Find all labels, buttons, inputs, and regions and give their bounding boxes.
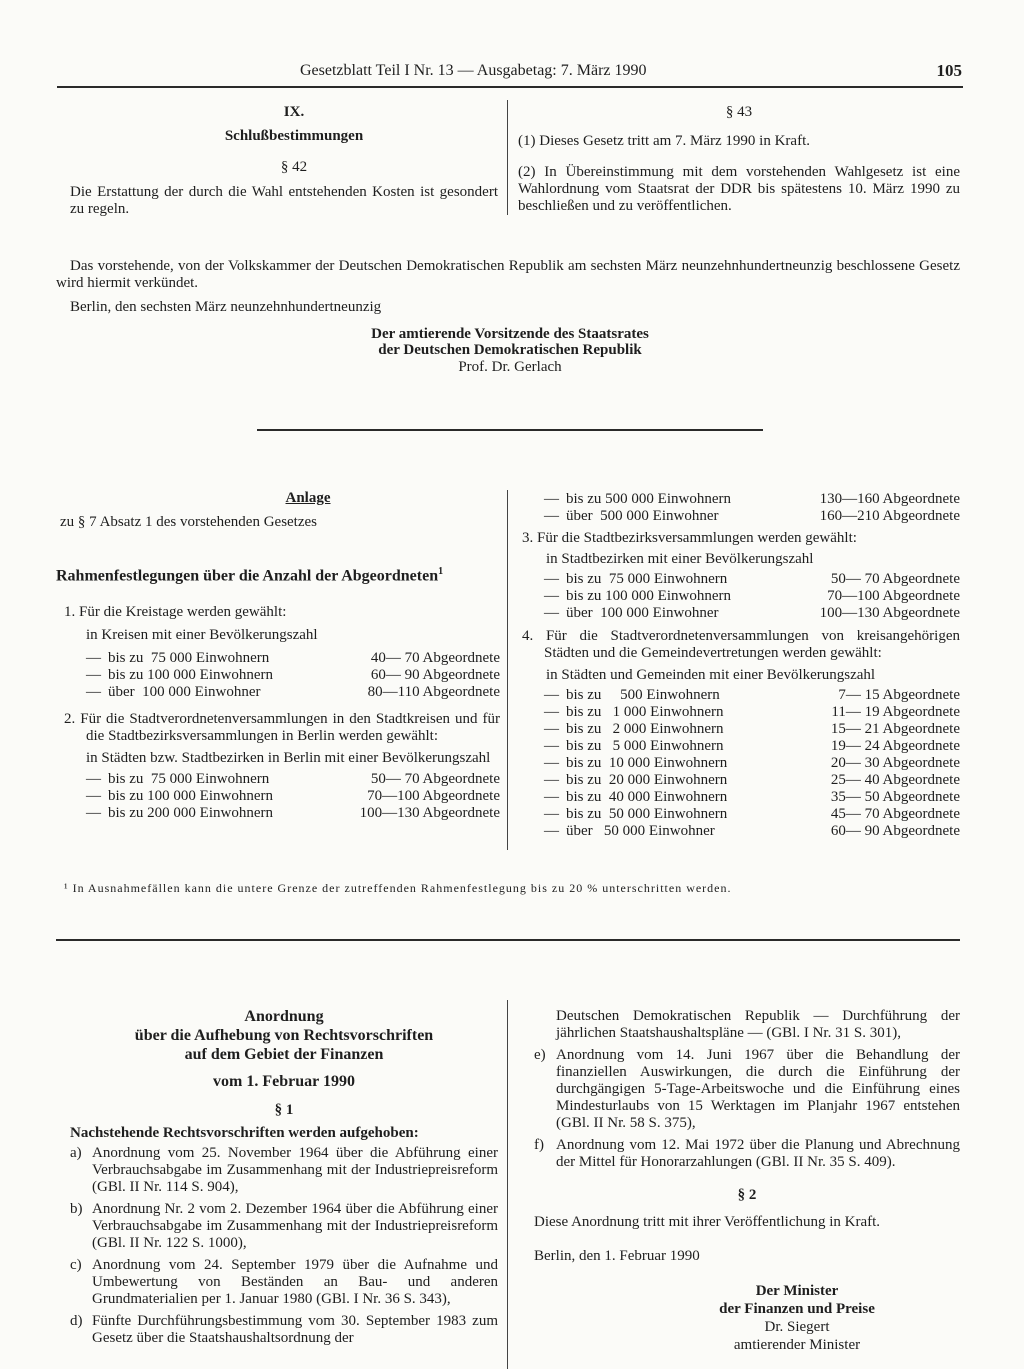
row-dash: — [544, 772, 559, 788]
row-dash: — [544, 687, 559, 703]
anordnung-paragraph-2: § 2 [737, 1187, 757, 1203]
row-deputies: 60— 90 Abgeordnete [830, 823, 960, 839]
item-b-label: b) [70, 1201, 83, 1217]
paragraph-42-text: Die Erstattung der durch die Wahl entstehenden Kosten ist gesondert zu regeln. [70, 184, 498, 217]
row-population: bis zu 20 000 Einwohnern [566, 772, 728, 788]
anordnung-item-a [70, 1145, 498, 1196]
promulgation-place-date: Berlin, den sechsten März neunzehnhundertneunzig [70, 299, 382, 315]
anordnung-left-column [70, 1008, 498, 1347]
footnote: ¹ In Ausnahmefällen kann die untere Grenze der zutreffenden Rahmenfestlegung bis zu 20 % unterschritten werden. [64, 881, 732, 895]
paragraph-42-number: § 42 [280, 159, 308, 175]
row-dash: — [544, 571, 559, 587]
row-dash: — [544, 605, 559, 621]
table-row [86, 771, 500, 788]
anordnung-item-c [70, 1257, 498, 1308]
item-3-table [544, 571, 960, 622]
row-dash: — [544, 823, 559, 839]
table-row [544, 721, 960, 738]
item-a-text: Anordnung vom 25. November 1964 über die Abführung einer Verbrauchsabgabe im Zusammenhang mit der Industriepreisreform (GBl. II Nr. 114 S. 904), [92, 1145, 498, 1195]
row-deputies: 40— 70 Abgeordnete [370, 650, 500, 667]
row-deputies: 80—110 Abgeordnete [367, 684, 500, 701]
anlage-column-divider [507, 490, 508, 850]
row-deputies: 35— 50 Abgeordnete [830, 789, 960, 805]
table-row [86, 805, 500, 822]
row-deputies: 7— 15 Abgeordnete [838, 687, 960, 703]
signatory-line-2: der Deutschen Demokratischen Republik [378, 342, 642, 358]
item-2-table [86, 771, 500, 822]
anlage-title: Anlage [285, 490, 331, 506]
law-right-column [518, 104, 960, 215]
row-deputies: 20— 30 Abgeordnete [830, 755, 960, 771]
anordnung-place-date: Berlin, den 1. Februar 1990 [534, 1248, 700, 1264]
footnote-marker: 1 [438, 566, 444, 577]
anordnung-date: vom 1. Februar 1990 [213, 1073, 355, 1090]
row-population: bis zu 5 000 Einwohnern [566, 738, 724, 754]
anordnung-title-3: auf dem Gebiet der Finanzen [184, 1046, 384, 1063]
item-a-label: a) [70, 1145, 82, 1161]
row-population: bis zu 75 000 Einwohnern [566, 571, 728, 587]
row-population: über 100 000 Einwohner [566, 605, 719, 621]
separator-rule [257, 429, 763, 431]
paragraph-43-2: (2) In Übereinstimmung mit dem vorstehenden Wahlgesetz ist eine Wahlordnung vom Staatsrat der DDR bis spätestens 10. März 1990 zu beschließen und zu veröffentlichen. [518, 164, 960, 214]
table-row [544, 508, 960, 525]
row-deputies: 25— 40 Abgeordnete [830, 772, 960, 788]
row-deputies: 11— 19 Abgeordnete [831, 704, 960, 720]
page-number: 105 [936, 61, 962, 80]
item-d-text: Fünfte Durchführungsbestimmung vom 30. September 1983 zum Gesetz über die Staatshaushaltsordnung der [92, 1313, 498, 1346]
row-population: bis zu 50 000 Einwohnern [566, 806, 728, 822]
section-title: Schlußbestimmungen [224, 128, 364, 144]
column-divider [507, 100, 508, 215]
row-deputies: 50— 70 Abgeordnete [830, 571, 960, 587]
row-population: bis zu 40 000 Einwohnern [566, 789, 728, 805]
row-population: bis zu 75 000 Einwohnern [108, 650, 270, 667]
row-dash: — [544, 789, 559, 805]
row-dash: — [86, 667, 101, 684]
row-dash: — [544, 721, 559, 737]
anordnung-right-column [534, 1008, 960, 1354]
item-2: 2. Für die Stadtverordnetenversammlungen in den Stadtkreisen und für die Stadtbezirksversammlungen in Berlin werden gewählt: [64, 711, 500, 745]
anordnung-paragraph-2-text: Diese Anordnung tritt mit ihrer Veröffentlichung in Kraft. [534, 1214, 881, 1230]
row-population: bis zu 100 000 Einwohnern [108, 788, 273, 805]
row-dash: — [86, 771, 101, 788]
item-1: 1. Für die Kreistage werden gewählt: [64, 604, 287, 621]
item-1-table [86, 650, 500, 701]
item-1-sub: in Kreisen mit einer Bevölkerungszahl [86, 627, 318, 644]
row-deputies: 100—130 Abgeordnete [819, 605, 960, 621]
promulgation-text: Das vorstehende, von der Volkskammer der Deutschen Demokratischen Republik am sechsten März neunzehnhundertneunzig beschlossene Gesetz wird hiermit verkündet. [56, 258, 960, 291]
row-population: bis zu 500 Einwohnern [566, 687, 720, 703]
anordnung-paragraph-1: § 1 [274, 1102, 294, 1118]
item-4-sub: in Städten und Gemeinden mit einer Bevölkerungszahl [546, 667, 876, 683]
row-population: über 50 000 Einwohner [566, 823, 715, 839]
anordnung-item-e [534, 1047, 960, 1132]
row-population: bis zu 100 000 Einwohnern [566, 588, 731, 604]
anlage-left-column [56, 490, 500, 822]
anordnung-item-d [70, 1313, 498, 1347]
anordnung-item-b [70, 1201, 498, 1252]
table-row [544, 704, 960, 721]
anlage-reference: zu § 7 Absatz 1 des vorstehenden Gesetzes [60, 514, 318, 530]
table-row [544, 491, 960, 508]
table-row [544, 738, 960, 755]
table-row [86, 788, 500, 805]
table-row [544, 605, 960, 622]
row-population: bis zu 1 000 Einwohnern [566, 704, 724, 720]
anordnung-item-f [534, 1137, 960, 1171]
row-population: über 500 000 Einwohner [566, 508, 719, 524]
row-dash: — [86, 788, 101, 805]
table-row [544, 789, 960, 806]
section-roman: IX. [283, 104, 305, 120]
anordnung-signatory-2: der Finanzen und Preise [719, 1301, 875, 1317]
item-3-sub: in Stadtbezirken mit einer Bevölkerungszahl [546, 551, 814, 567]
item-c-text: Anordnung vom 24. September 1979 über die Aufnahme und Umbewertung von Beständen an Bau- und anderen Grundmaterialien per 1. Januar 1980 (GBl. I Nr. 36 S. 343), [92, 1257, 498, 1307]
row-deputies: 100—130 Abgeordnete [359, 805, 500, 822]
anlage-right-column [522, 491, 960, 840]
item-d-continued: Deutschen Demokratischen Republik — Durchführung der jährlichen Staatshaushaltspläne — (GBl. I Nr. 31 S. 301), [556, 1008, 960, 1041]
item-b-text: Anordnung Nr. 2 vom 2. Dezember 1964 über die Abführung einer Verbrauchsabgabe im Zusammenhang mit der Industriepreisreform (GBl. II Nr. 122 S. 1000), [92, 1201, 498, 1251]
item-4-table [544, 687, 960, 840]
table-row [86, 650, 500, 667]
table-row [544, 806, 960, 823]
row-population: bis zu 10 000 Einwohnern [566, 755, 728, 771]
row-dash: — [544, 704, 559, 720]
row-deputies: 70—100 Abgeordnete [827, 588, 960, 604]
signatory-name: Prof. Dr. Gerlach [458, 359, 562, 375]
anlage-heading [56, 563, 500, 584]
row-dash: — [86, 650, 101, 667]
item-3: 3. Für die Stadtbezirksversammlungen werden gewählt: [522, 530, 857, 546]
row-dash: — [544, 508, 559, 524]
table-row [86, 684, 500, 701]
row-dash: — [544, 588, 559, 604]
paragraph-43-1: (1) Dieses Gesetz tritt am 7. März 1990 in Kraft. [518, 133, 810, 149]
table-row [544, 687, 960, 704]
item-e-text: Anordnung vom 14. Juni 1967 über die Behandlung der finanziellen Auswirkungen, die durch die Einführung der durchgängigen 5-Tage-Arbeitswoche und die Einführung eines Mindesturlaubs von 15 Werktagen im Planjahr 1967 entstehen (GBl. II Nr. 58 S. 375), [556, 1047, 960, 1131]
row-population: bis zu 2 000 Einwohnern [566, 721, 724, 737]
row-deputies: 70—100 Abgeordnete [367, 788, 500, 805]
anordnung-title-2: über die Aufhebung von Rechtsvorschriften [134, 1027, 434, 1044]
row-population: bis zu 100 000 Einwohnern [108, 667, 273, 684]
table-row [544, 772, 960, 789]
item-f-text: Anordnung vom 12. Mai 1972 über die Planung und Abrechnung der Mittel für Honorarzahlungen (GBl. II Nr. 35 S. 409). [556, 1137, 960, 1170]
anordnung-signatory-1: Der Minister [755, 1283, 839, 1299]
row-population: bis zu 200 000 Einwohnern [108, 805, 273, 822]
signatory-line-1: Der amtierende Vorsitzende des Staatsrates [371, 326, 649, 342]
item-c-label: c) [70, 1257, 82, 1273]
table-row [544, 755, 960, 772]
row-population: über 100 000 Einwohner [108, 684, 261, 701]
row-dash: — [544, 806, 559, 822]
table-row [544, 823, 960, 840]
row-deputies: 160—210 Abgeordnete [819, 508, 960, 524]
item-d-label: d) [70, 1313, 83, 1329]
row-deputies: 19— 24 Abgeordnete [830, 738, 960, 754]
row-population: bis zu 500 000 Einwohnern [566, 491, 731, 507]
item-2-sub: in Städten bzw. Stadtbezirken in Berlin mit einer Bevölkerungszahl [86, 750, 491, 767]
anordnung-intro: Nachstehende Rechtsvorschriften werden aufgehoben: [70, 1125, 419, 1141]
anordnung-title-1: Anordnung [244, 1008, 324, 1025]
row-dash: — [544, 491, 559, 507]
anordnung-column-divider [507, 1000, 508, 1369]
separator-rule-2 [56, 939, 960, 941]
row-deputies: 50— 70 Abgeordnete [370, 771, 500, 788]
row-deputies: 45— 70 Abgeordnete [830, 806, 960, 822]
row-population: bis zu 75 000 Einwohnern [108, 771, 270, 788]
running-header: Gesetzblatt Teil I Nr. 13 — Ausgabetag: 7. März 1990 [300, 62, 647, 79]
item-f-label: f) [534, 1137, 544, 1153]
law-left-column [70, 104, 498, 218]
header-rule [57, 86, 963, 88]
table-row [544, 571, 960, 588]
item-4: 4. Für die Stadtverordnetenversammlungen von kreisangehörigen Städten und die Gemeindevertretungen werden gewählt: [522, 628, 960, 661]
row-deputies: 60— 90 Abgeordnete [370, 667, 500, 684]
anordnung-signatory-role: amtierender Minister [733, 1337, 861, 1353]
table-row [86, 667, 500, 684]
row-deputies: 15— 21 Abgeordnete [830, 721, 960, 737]
item-2-table-cont [544, 491, 960, 525]
table-row [544, 588, 960, 605]
item-e-label: e) [534, 1047, 546, 1063]
paragraph-43-number: § 43 [725, 104, 753, 120]
row-dash: — [86, 684, 101, 701]
row-dash: — [544, 755, 559, 771]
anordnung-signatory-name: Dr. Siegert [764, 1319, 830, 1335]
row-dash: — [86, 805, 101, 822]
row-dash: — [544, 738, 559, 754]
anlage-heading-text: Rahmenfestlegungen über die Anzahl der Abgeordneten [56, 567, 439, 585]
row-deputies: 130—160 Abgeordnete [819, 491, 960, 507]
